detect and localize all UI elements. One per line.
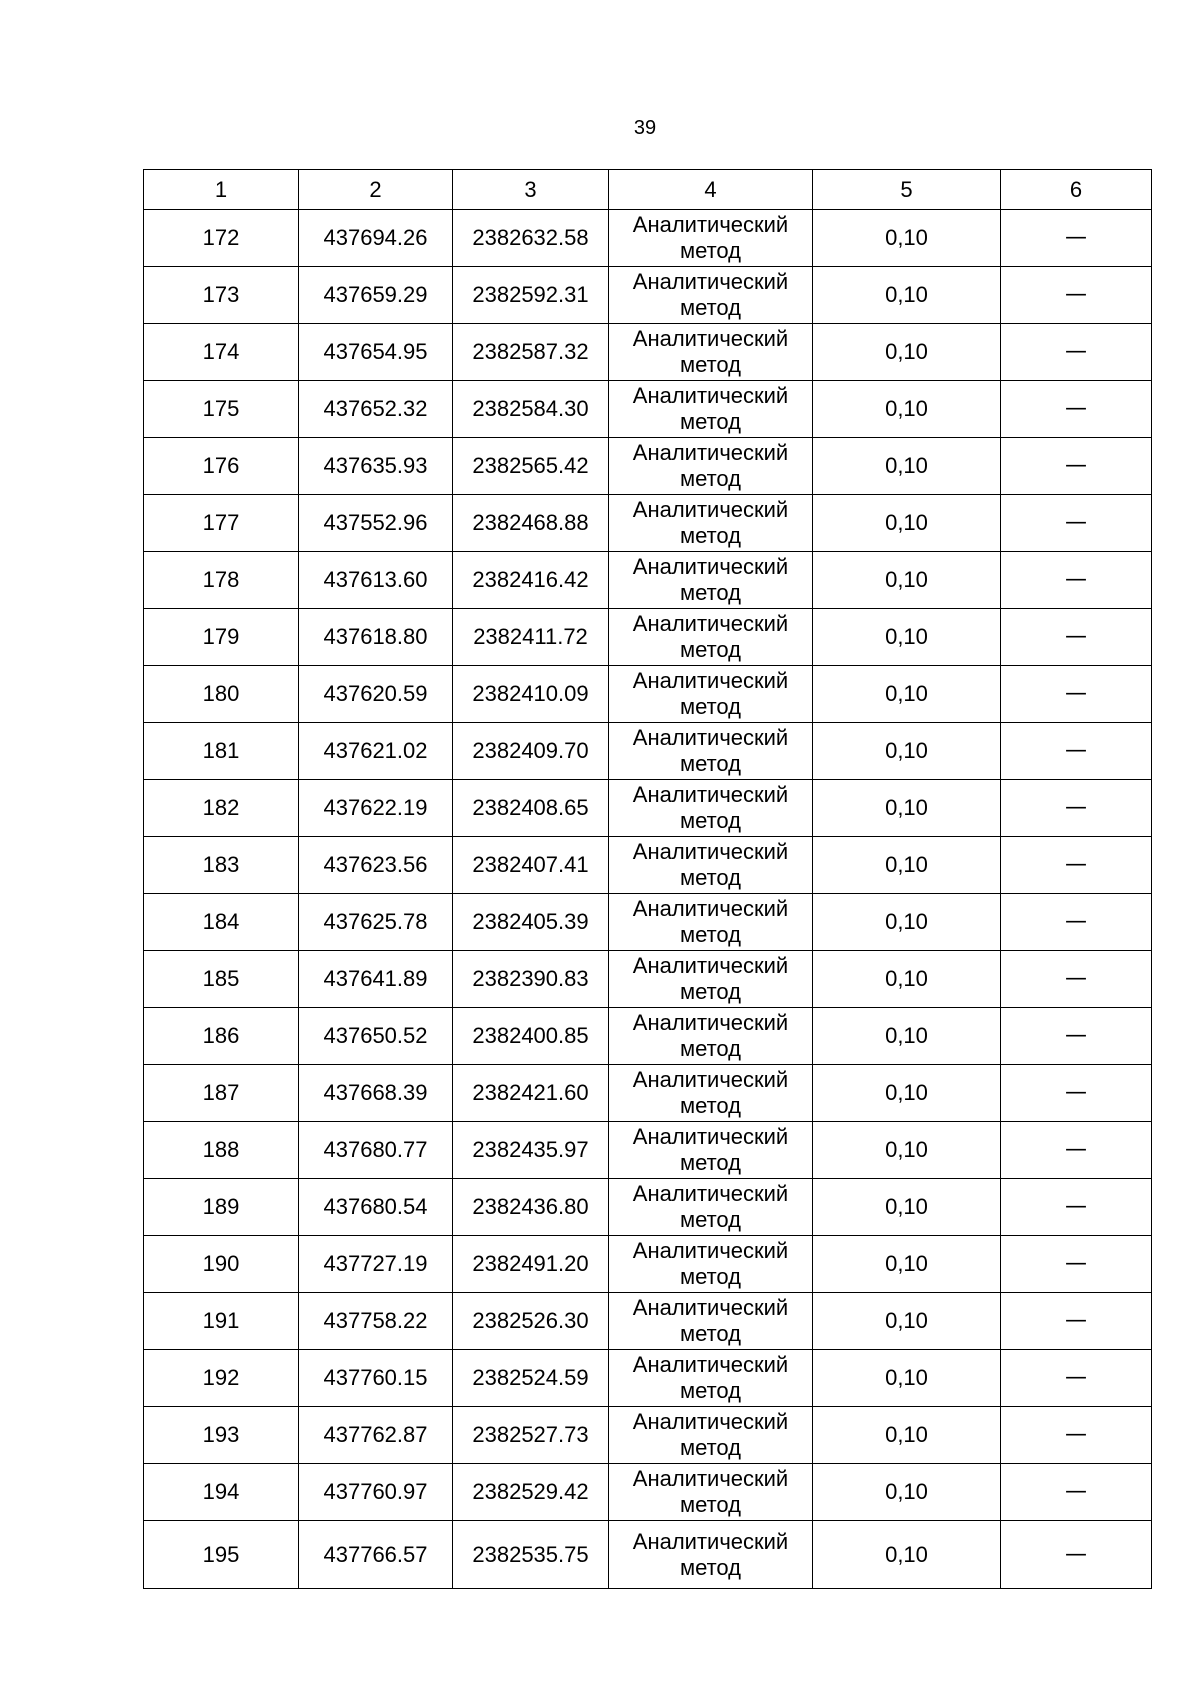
method-cell <box>609 894 813 951</box>
accuracy-cell: 0,10 <box>813 1236 1001 1293</box>
accuracy-cell: 0,10 <box>813 1065 1001 1122</box>
table-header-row <box>144 170 1152 210</box>
note-cell: — <box>1001 1065 1152 1122</box>
method-line-2: метод <box>679 1554 742 1580</box>
method-line-2: метод <box>679 1435 742 1460</box>
note-cell: — <box>1001 1122 1152 1179</box>
method-line-2: метод <box>679 1093 742 1118</box>
x-coordinate-cell: 437552.96 <box>299 495 453 552</box>
accuracy-cell: 0,10 <box>813 723 1001 780</box>
x-coordinate-cell: 437659.29 <box>299 267 453 324</box>
accuracy-cell: 0,10 <box>813 210 1001 267</box>
point-number-cell: 174 <box>144 324 299 381</box>
accuracy-cell: 0,10 <box>813 438 1001 495</box>
y-coordinate-cell: 2382410.09 <box>453 666 609 723</box>
note-cell: — <box>1001 1008 1152 1065</box>
x-coordinate-cell: 437760.97 <box>299 1464 453 1521</box>
x-coordinate-cell: 437625.78 <box>299 894 453 951</box>
note-cell: — <box>1001 267 1152 324</box>
note-cell: — <box>1001 552 1152 609</box>
table-row <box>144 381 1152 438</box>
point-number-cell: 177 <box>144 495 299 552</box>
method-line-2: метод <box>679 1264 742 1289</box>
method-line-2: метод <box>679 1321 742 1346</box>
y-coordinate-cell: 2382407.41 <box>453 837 609 894</box>
x-coordinate-cell: 437623.56 <box>299 837 453 894</box>
method-cell <box>609 1065 813 1122</box>
table-row <box>144 438 1152 495</box>
y-coordinate-cell: 2382435.97 <box>453 1122 609 1179</box>
point-number-cell: 194 <box>144 1464 299 1521</box>
note-cell: — <box>1001 723 1152 780</box>
table-body <box>144 170 1152 1589</box>
point-number-cell: 180 <box>144 666 299 723</box>
method-cell <box>609 1008 813 1065</box>
method-line-2: метод <box>679 1492 742 1517</box>
method-line-1: Аналитический <box>632 668 789 693</box>
point-number-cell: 184 <box>144 894 299 951</box>
point-number-cell: 175 <box>144 381 299 438</box>
point-number-cell: 176 <box>144 438 299 495</box>
header-cell: 2 <box>299 170 453 210</box>
table-row <box>144 1065 1152 1122</box>
accuracy-cell: 0,10 <box>813 1407 1001 1464</box>
method-line-1: Аналитический <box>632 896 789 921</box>
x-coordinate-cell: 437650.52 <box>299 1008 453 1065</box>
method-line-1: Аналитический <box>632 1181 789 1206</box>
table-row <box>144 780 1152 837</box>
table-row <box>144 723 1152 780</box>
method-cell <box>609 438 813 495</box>
header-cell: 4 <box>609 170 813 210</box>
method-line-1: Аналитический <box>632 725 789 750</box>
accuracy-cell: 0,10 <box>813 495 1001 552</box>
method-line-1: Аналитический <box>632 1124 789 1149</box>
method-cell <box>609 1407 813 1464</box>
accuracy-cell: 0,10 <box>813 267 1001 324</box>
note-cell: — <box>1001 951 1152 1008</box>
method-cell <box>609 381 813 438</box>
x-coordinate-cell: 437694.26 <box>299 210 453 267</box>
method-cell <box>609 951 813 1008</box>
table-row <box>144 1407 1152 1464</box>
table-row <box>144 894 1152 951</box>
y-coordinate-cell: 2382408.65 <box>453 780 609 837</box>
x-coordinate-cell: 437620.59 <box>299 666 453 723</box>
method-line-1: Аналитический <box>632 326 789 351</box>
method-line-2: метод <box>679 1207 742 1232</box>
accuracy-cell: 0,10 <box>813 1350 1001 1407</box>
point-number-cell: 181 <box>144 723 299 780</box>
method-line-1: Аналитический <box>632 1352 789 1377</box>
x-coordinate-cell: 437654.95 <box>299 324 453 381</box>
method-line-2: метод <box>679 352 742 377</box>
method-line-1: Аналитический <box>632 1067 789 1092</box>
point-number-cell: 183 <box>144 837 299 894</box>
method-line-1: Аналитический <box>632 782 789 807</box>
method-cell <box>609 723 813 780</box>
point-number-cell: 192 <box>144 1350 299 1407</box>
method-cell <box>609 1236 813 1293</box>
y-coordinate-cell: 2382468.88 <box>453 495 609 552</box>
page-number: 39 <box>633 117 657 139</box>
y-coordinate-cell: 2382587.32 <box>453 324 609 381</box>
table-row <box>144 210 1152 267</box>
x-coordinate-cell: 437680.77 <box>299 1122 453 1179</box>
note-cell: — <box>1001 210 1152 267</box>
method-line-1: Аналитический <box>632 497 789 522</box>
method-line-2: метод <box>679 238 742 263</box>
method-line-2: метод <box>679 523 742 548</box>
x-coordinate-cell: 437613.60 <box>299 552 453 609</box>
table-row <box>144 1236 1152 1293</box>
method-cell <box>609 1293 813 1350</box>
table-row <box>144 495 1152 552</box>
note-cell: — <box>1001 666 1152 723</box>
method-line-2: метод <box>679 751 742 776</box>
method-line-1: Аналитический <box>632 269 789 294</box>
note-cell: — <box>1001 1407 1152 1464</box>
method-line-1: Аналитический <box>632 1528 789 1554</box>
y-coordinate-cell: 2382436.80 <box>453 1179 609 1236</box>
method-cell <box>609 324 813 381</box>
method-line-1: Аналитический <box>632 839 789 864</box>
method-cell <box>609 1464 813 1521</box>
method-cell <box>609 210 813 267</box>
note-cell: — <box>1001 381 1152 438</box>
y-coordinate-cell: 2382491.20 <box>453 1236 609 1293</box>
accuracy-cell: 0,10 <box>813 837 1001 894</box>
method-line-1: Аналитический <box>632 383 789 408</box>
table-row <box>144 609 1152 666</box>
x-coordinate-cell: 437758.22 <box>299 1293 453 1350</box>
x-coordinate-cell: 437641.89 <box>299 951 453 1008</box>
table-row <box>144 1293 1152 1350</box>
y-coordinate-cell: 2382526.30 <box>453 1293 609 1350</box>
method-cell <box>609 837 813 894</box>
accuracy-cell: 0,10 <box>813 1521 1001 1589</box>
table-row <box>144 1464 1152 1521</box>
method-line-2: метод <box>679 979 742 1004</box>
method-line-2: метод <box>679 808 742 833</box>
method-line-2: метод <box>679 637 742 662</box>
accuracy-cell: 0,10 <box>813 1464 1001 1521</box>
method-line-1: Аналитический <box>632 1409 789 1434</box>
table-row <box>144 1350 1152 1407</box>
y-coordinate-cell: 2382409.70 <box>453 723 609 780</box>
method-line-2: метод <box>679 409 742 434</box>
method-line-2: метод <box>679 295 742 320</box>
accuracy-cell: 0,10 <box>813 1008 1001 1065</box>
x-coordinate-cell: 437622.19 <box>299 780 453 837</box>
x-coordinate-cell: 437635.93 <box>299 438 453 495</box>
x-coordinate-cell: 437727.19 <box>299 1236 453 1293</box>
y-coordinate-cell: 2382565.42 <box>453 438 609 495</box>
x-coordinate-cell: 437621.02 <box>299 723 453 780</box>
x-coordinate-cell: 437680.54 <box>299 1179 453 1236</box>
method-line-1: Аналитический <box>632 440 789 465</box>
y-coordinate-cell: 2382524.59 <box>453 1350 609 1407</box>
x-coordinate-cell: 437668.39 <box>299 1065 453 1122</box>
accuracy-cell: 0,10 <box>813 552 1001 609</box>
note-cell: — <box>1001 1350 1152 1407</box>
y-coordinate-cell: 2382584.30 <box>453 381 609 438</box>
accuracy-cell: 0,10 <box>813 324 1001 381</box>
table-row <box>144 837 1152 894</box>
y-coordinate-cell: 2382632.58 <box>453 210 609 267</box>
x-coordinate-cell: 437766.57 <box>299 1521 453 1589</box>
point-number-cell: 189 <box>144 1179 299 1236</box>
coordinates-table <box>143 169 1152 1589</box>
point-number-cell: 195 <box>144 1521 299 1589</box>
method-cell <box>609 666 813 723</box>
note-cell: — <box>1001 894 1152 951</box>
table-row <box>144 1179 1152 1236</box>
x-coordinate-cell: 437652.32 <box>299 381 453 438</box>
note-cell: — <box>1001 438 1152 495</box>
note-cell: — <box>1001 837 1152 894</box>
note-cell: — <box>1001 1464 1152 1521</box>
point-number-cell: 178 <box>144 552 299 609</box>
method-line-2: метод <box>679 922 742 947</box>
note-cell: — <box>1001 324 1152 381</box>
point-number-cell: 187 <box>144 1065 299 1122</box>
header-cell: 1 <box>144 170 299 210</box>
method-line-2: метод <box>679 466 742 491</box>
y-coordinate-cell: 2382592.31 <box>453 267 609 324</box>
method-line-1: Аналитический <box>632 611 789 636</box>
y-coordinate-cell: 2382390.83 <box>453 951 609 1008</box>
y-coordinate-cell: 2382527.73 <box>453 1407 609 1464</box>
accuracy-cell: 0,10 <box>813 666 1001 723</box>
note-cell: — <box>1001 495 1152 552</box>
table-row <box>144 1122 1152 1179</box>
y-coordinate-cell: 2382535.75 <box>453 1521 609 1589</box>
note-cell: — <box>1001 1179 1152 1236</box>
table-row <box>144 951 1152 1008</box>
note-cell: — <box>1001 1236 1152 1293</box>
point-number-cell: 190 <box>144 1236 299 1293</box>
note-cell: — <box>1001 1293 1152 1350</box>
point-number-cell: 185 <box>144 951 299 1008</box>
method-line-1: Аналитический <box>632 953 789 978</box>
method-line-2: метод <box>679 1036 742 1061</box>
x-coordinate-cell: 437618.80 <box>299 609 453 666</box>
method-line-1: Аналитический <box>632 1295 789 1320</box>
method-cell <box>609 780 813 837</box>
point-number-cell: 193 <box>144 1407 299 1464</box>
accuracy-cell: 0,10 <box>813 1122 1001 1179</box>
note-cell: — <box>1001 1521 1152 1589</box>
method-line-1: Аналитический <box>632 1010 789 1035</box>
accuracy-cell: 0,10 <box>813 951 1001 1008</box>
x-coordinate-cell: 437762.87 <box>299 1407 453 1464</box>
table-row <box>144 1008 1152 1065</box>
table-row <box>144 666 1152 723</box>
header-cell: 5 <box>813 170 1001 210</box>
y-coordinate-cell: 2382416.42 <box>453 552 609 609</box>
header-cell: 6 <box>1001 170 1152 210</box>
method-line-2: метод <box>679 865 742 890</box>
point-number-cell: 173 <box>144 267 299 324</box>
method-line-1: Аналитический <box>632 212 789 237</box>
method-line-2: метод <box>679 694 742 719</box>
table-row <box>144 1521 1152 1589</box>
method-line-1: Аналитический <box>632 554 789 579</box>
method-cell <box>609 1521 813 1589</box>
method-line-1: Аналитический <box>632 1466 789 1491</box>
y-coordinate-cell: 2382400.85 <box>453 1008 609 1065</box>
y-coordinate-cell: 2382411.72 <box>453 609 609 666</box>
method-cell <box>609 1350 813 1407</box>
method-cell <box>609 267 813 324</box>
method-cell <box>609 609 813 666</box>
point-number-cell: 179 <box>144 609 299 666</box>
y-coordinate-cell: 2382405.39 <box>453 894 609 951</box>
table-row <box>144 267 1152 324</box>
method-line-2: метод <box>679 1378 742 1403</box>
point-number-cell: 188 <box>144 1122 299 1179</box>
accuracy-cell: 0,10 <box>813 780 1001 837</box>
accuracy-cell: 0,10 <box>813 1293 1001 1350</box>
method-cell <box>609 552 813 609</box>
y-coordinate-cell: 2382529.42 <box>453 1464 609 1521</box>
accuracy-cell: 0,10 <box>813 1179 1001 1236</box>
table-row <box>144 552 1152 609</box>
accuracy-cell: 0,10 <box>813 894 1001 951</box>
point-number-cell: 182 <box>144 780 299 837</box>
accuracy-cell: 0,10 <box>813 381 1001 438</box>
point-number-cell: 191 <box>144 1293 299 1350</box>
method-cell <box>609 1179 813 1236</box>
point-number-cell: 172 <box>144 210 299 267</box>
x-coordinate-cell: 437760.15 <box>299 1350 453 1407</box>
point-number-cell: 186 <box>144 1008 299 1065</box>
note-cell: — <box>1001 780 1152 837</box>
table-row <box>144 324 1152 381</box>
method-line-2: метод <box>679 580 742 605</box>
method-line-1: Аналитический <box>632 1238 789 1263</box>
note-cell: — <box>1001 609 1152 666</box>
y-coordinate-cell: 2382421.60 <box>453 1065 609 1122</box>
method-line-2: метод <box>679 1150 742 1175</box>
method-cell <box>609 1122 813 1179</box>
header-cell: 3 <box>453 170 609 210</box>
method-cell <box>609 495 813 552</box>
accuracy-cell: 0,10 <box>813 609 1001 666</box>
